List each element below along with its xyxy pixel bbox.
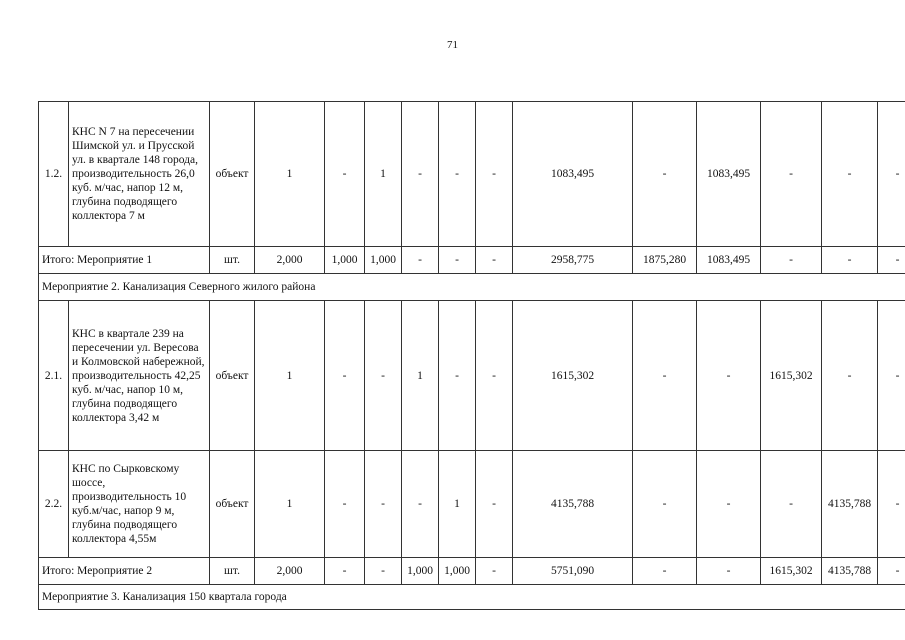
table-row bbox=[39, 585, 905, 610]
value-cell: 2,000 bbox=[255, 247, 325, 274]
value-cell: - bbox=[878, 102, 905, 247]
table-row bbox=[39, 247, 905, 274]
value-cell: 1875,280 bbox=[633, 247, 697, 274]
value-cell: 1,000 bbox=[439, 558, 476, 585]
section-heading: Мероприятие 2. Канализация Северного жилого района bbox=[39, 274, 905, 301]
value-cell: 1 bbox=[255, 102, 325, 247]
table-row bbox=[39, 301, 905, 451]
value-cell: - bbox=[878, 301, 905, 451]
value-cell: - bbox=[476, 102, 513, 247]
total-label: Итого: Мероприятие 2 bbox=[39, 558, 210, 585]
value-cell: - bbox=[476, 247, 513, 274]
value-cell: - bbox=[325, 301, 365, 451]
value-cell: 1 bbox=[365, 102, 402, 247]
value-cell: 1 bbox=[255, 451, 325, 558]
value-cell: - bbox=[697, 301, 761, 451]
value-cell: - bbox=[697, 558, 761, 585]
value-cell: 1 bbox=[439, 451, 476, 558]
value-cell: - bbox=[633, 301, 697, 451]
value-cell: - bbox=[633, 102, 697, 247]
row-number: 1.2. bbox=[39, 102, 69, 247]
unit-cell: шт. bbox=[210, 247, 255, 274]
unit-cell: объект bbox=[210, 102, 255, 247]
value-cell: - bbox=[476, 451, 513, 558]
value-cell: 1615,302 bbox=[761, 558, 822, 585]
value-cell: - bbox=[822, 301, 878, 451]
row-number: 2.2. bbox=[39, 451, 69, 558]
value-cell: 1083,495 bbox=[697, 247, 761, 274]
value-cell: - bbox=[878, 558, 905, 585]
section-heading: Мероприятие 3. Канализация 150 квартала города bbox=[39, 585, 905, 610]
value-cell: 2958,775 bbox=[513, 247, 633, 274]
value-cell: - bbox=[402, 102, 439, 247]
value-cell: 5751,090 bbox=[513, 558, 633, 585]
value-cell: - bbox=[439, 301, 476, 451]
value-cell: 2,000 bbox=[255, 558, 325, 585]
value-cell: 1 bbox=[255, 301, 325, 451]
table-row bbox=[39, 451, 905, 558]
investment-table bbox=[38, 101, 905, 610]
value-cell: - bbox=[633, 451, 697, 558]
item-name: КНС по Сырковскому шоссе, производительность 10 куб.м/час, напор 9 м, глубина подводящего коллектора 4,55м bbox=[69, 451, 210, 558]
value-cell: 4135,788 bbox=[822, 451, 878, 558]
value-cell: - bbox=[325, 102, 365, 247]
unit-cell: объект bbox=[210, 301, 255, 451]
unit-cell: шт. bbox=[210, 558, 255, 585]
value-cell: - bbox=[476, 558, 513, 585]
row-number: 2.1. bbox=[39, 301, 69, 451]
value-cell: 1615,302 bbox=[513, 301, 633, 451]
value-cell: - bbox=[439, 247, 476, 274]
value-cell: - bbox=[402, 451, 439, 558]
value-cell: - bbox=[633, 558, 697, 585]
value-cell: 1083,495 bbox=[697, 102, 761, 247]
value-cell: 4135,788 bbox=[822, 558, 878, 585]
value-cell: - bbox=[439, 102, 476, 247]
value-cell: 1 bbox=[402, 301, 439, 451]
value-cell: 1,000 bbox=[325, 247, 365, 274]
value-cell: - bbox=[365, 301, 402, 451]
value-cell: 4135,788 bbox=[513, 451, 633, 558]
table-row bbox=[39, 558, 905, 585]
value-cell: - bbox=[325, 451, 365, 558]
item-name: КНС в квартале 239 на пересечении ул. Вересова и Колмовской набережной, производительность 42,25 куб. м/час, напор 10 м, глубина подводящего коллектора 3,42 м bbox=[69, 301, 210, 451]
value-cell: - bbox=[761, 451, 822, 558]
value-cell: - bbox=[325, 558, 365, 585]
value-cell: - bbox=[365, 451, 402, 558]
value-cell: 1615,302 bbox=[761, 301, 822, 451]
value-cell: - bbox=[697, 451, 761, 558]
total-label: Итого: Мероприятие 1 bbox=[39, 247, 210, 274]
item-name: КНС N 7 на пересечении Шимской ул. и Прусской ул. в квартале 148 города, производительность 26,0 куб. м/час, напор 12 м, глубина подводящего коллектора 7 м bbox=[69, 102, 210, 247]
value-cell: - bbox=[761, 247, 822, 274]
value-cell: 1,000 bbox=[402, 558, 439, 585]
value-cell: - bbox=[402, 247, 439, 274]
value-cell: - bbox=[476, 301, 513, 451]
value-cell: - bbox=[878, 247, 905, 274]
value-cell: - bbox=[761, 102, 822, 247]
value-cell: 1,000 bbox=[365, 247, 402, 274]
value-cell: - bbox=[365, 558, 402, 585]
value-cell: - bbox=[822, 102, 878, 247]
value-cell: - bbox=[822, 247, 878, 274]
unit-cell: объект bbox=[210, 451, 255, 558]
table-row bbox=[39, 102, 905, 247]
page-number: 71 bbox=[447, 39, 458, 51]
table-row bbox=[39, 274, 905, 301]
value-cell: 1083,495 bbox=[513, 102, 633, 247]
value-cell: - bbox=[878, 451, 905, 558]
